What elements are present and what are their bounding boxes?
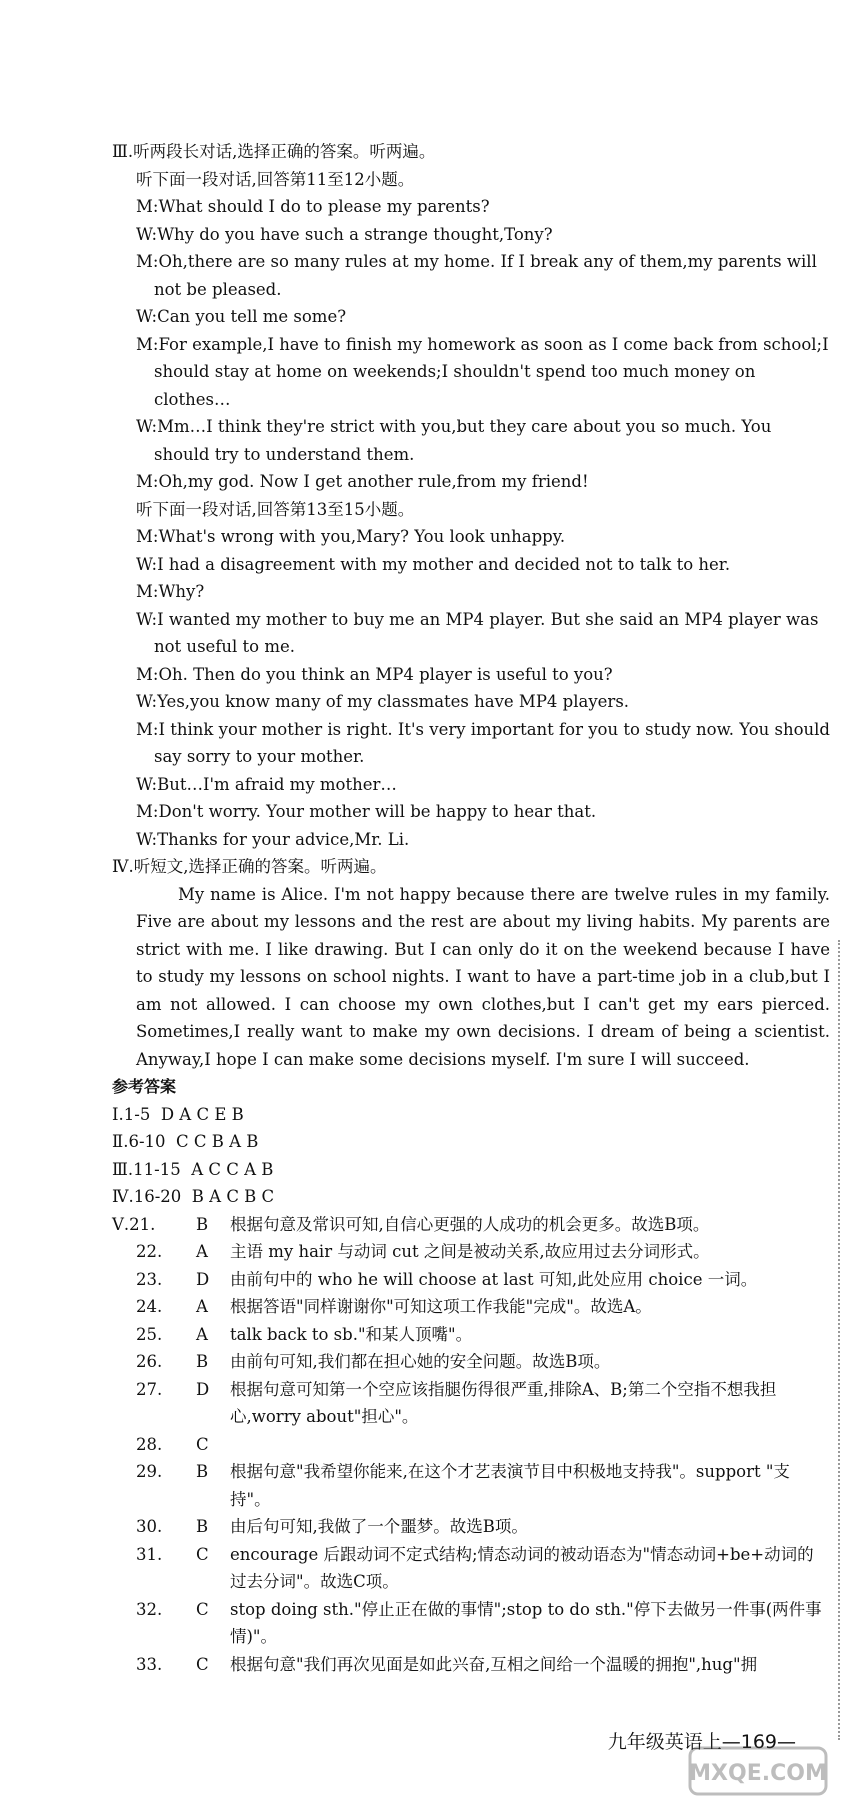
answer-letter: D xyxy=(196,1379,210,1399)
answer-item xyxy=(112,1211,830,1239)
answer-explanation: 由后句可知,我做了一个噩梦。故选B项。 xyxy=(230,1517,528,1536)
answer-item xyxy=(112,1321,830,1349)
section-4-heading: Ⅳ.听短文,选择正确的答案。听两遍。 xyxy=(112,857,387,876)
answer-letter: C xyxy=(196,1654,209,1674)
answer-item xyxy=(112,1513,830,1541)
speaker-label: W: xyxy=(136,224,158,244)
speaker-label: M: xyxy=(136,334,159,354)
page-footer: 九年级英语上—169— xyxy=(607,1731,796,1753)
dialog-line xyxy=(112,413,830,468)
answer-item xyxy=(112,1238,830,1266)
answer-number: 23. xyxy=(136,1269,163,1289)
speaker-label: W: xyxy=(136,307,158,326)
speaker-label: W: xyxy=(136,417,158,436)
speaker-label: M: xyxy=(136,664,159,684)
answer-number: 24. xyxy=(136,1297,163,1316)
answer-letter: B xyxy=(196,1517,209,1536)
dialog-2 xyxy=(112,523,830,853)
dialog-text: Thanks for your advice,Mr. Li. xyxy=(157,829,410,849)
dialog-1 xyxy=(112,193,830,496)
answer-letter: C xyxy=(196,1599,209,1619)
speaker-label: W: xyxy=(136,609,158,629)
dialog-text: I think your mother is right. It's very important for you to study now. You should say sorry to your mother. xyxy=(154,719,830,766)
dialog-line xyxy=(112,193,830,221)
dialog-line xyxy=(112,578,830,606)
answer-summary-line: Ⅰ.1-5 D A C E B xyxy=(112,1104,244,1124)
answer-item xyxy=(112,1348,830,1376)
answer-number: 30. xyxy=(136,1517,163,1536)
speaker-label: M: xyxy=(136,472,159,491)
speaker-label: W: xyxy=(136,554,158,574)
answer-summary-line: Ⅳ.16-20 B A C B C xyxy=(112,1187,275,1206)
dialog-line xyxy=(112,798,830,826)
answer-explanation: talk back to sb."和某人顶嘴"。 xyxy=(230,1324,473,1344)
answer-letter: C xyxy=(196,1434,209,1454)
answer-item xyxy=(112,1596,830,1651)
answer-number: 25. xyxy=(136,1324,163,1344)
answer-number: 32. xyxy=(136,1599,163,1619)
answer-item xyxy=(112,1541,830,1596)
answer-explanation: encourage 后跟动词不定式结构;情态动词的被动语态为"情态动词+be+动词的过去分词"。故选C项。 xyxy=(230,1544,814,1591)
answer-letter: A xyxy=(196,1242,208,1261)
dialog-text: I had a disagreement with my mother and decided not to talk to her. xyxy=(157,554,731,574)
dialog-line xyxy=(112,468,830,496)
answer-number: Ⅴ.21. xyxy=(112,1214,156,1234)
dialog-line xyxy=(112,303,830,331)
answer-item xyxy=(112,1431,830,1459)
dialog-line xyxy=(112,248,830,303)
answer-explanation: 根据句意及常识可知,自信心更强的人成功的机会更多。故选B项。 xyxy=(230,1214,710,1234)
dialog-text: Oh,my god. Now I get another rule,from my friend! xyxy=(158,472,589,491)
speaker-label: M: xyxy=(136,802,159,821)
dialog-text: Don't worry. Your mother will be happy to hear that. xyxy=(158,802,597,821)
answer-item xyxy=(112,1293,830,1321)
answer-explanation: 根据答语"同样谢谢你"可知这项工作我能"完成"。故选A。 xyxy=(230,1297,652,1316)
answer-letter: B xyxy=(196,1352,209,1371)
watermark-text: MXQE.COM xyxy=(689,1761,827,1786)
dialog-line xyxy=(112,551,830,579)
dialog-text: What should I do to please my parents? xyxy=(158,197,490,216)
speaker-label: M: xyxy=(136,582,159,601)
dialog-line xyxy=(112,523,830,551)
answer-letter: A xyxy=(196,1324,208,1344)
answer-letter: B xyxy=(196,1462,209,1481)
listening-passage: My name is Alice. I'm not happy because there are twelve rules in my family. Five are about my lessons and the rest are about my living habits. My parents are strict with me. I like drawing. But I can only do it on the weekend because I have to study my lessons on school nights. I want to have a part-time job in a club,but I am not allowed. I can choose my own clothes,but I can't get my ears pierced. Sometimes,I really want to make my own decisions. I dream of being a scientist. Anyway,I hope I can make some decisions myself. I'm sure I will succeed. xyxy=(136,884,830,1069)
answer-explanation: 根据句意"我们再次见面是如此兴奋,互相之间给一个温暖的拥抱",hug"拥 xyxy=(230,1654,758,1674)
answer-letter: A xyxy=(196,1297,208,1316)
answer-item xyxy=(112,1651,830,1679)
dialog-text: I wanted my mother to buy me an MP4 player. But she said an MP4 player was not useful to me. xyxy=(154,609,819,656)
answer-item xyxy=(112,1266,830,1294)
answer-number: 26. xyxy=(136,1352,163,1371)
dialog-text: Why do you have such a strange thought,Tony? xyxy=(157,224,553,244)
dialog-1-intro: 听下面一段对话,回答第11至12小题。 xyxy=(136,169,415,189)
answer-number: 27. xyxy=(136,1379,163,1399)
answer-explanation: 由前句可知,我们都在担心她的安全问题。故选B项。 xyxy=(230,1352,611,1371)
dialog-2-intro: 听下面一段对话,回答第13至15小题。 xyxy=(136,499,415,519)
answers-heading: 参考答案 xyxy=(112,1077,177,1096)
page-content xyxy=(112,138,830,1678)
dialog-text: For example,I have to finish my homework as soon as I come back from school;I should stay at home on weekends;I shouldn't spend too much money on clothes… xyxy=(154,334,829,409)
answer-number: 31. xyxy=(136,1544,163,1564)
dialog-line xyxy=(112,606,830,661)
dialog-text: Yes,you know many of my classmates have MP4 players. xyxy=(157,692,630,711)
answer-explanations xyxy=(112,1211,830,1679)
dialog-text: Mm…I think they're strict with you,but they care about you so much. You should try to understand them. xyxy=(154,417,772,464)
answer-item xyxy=(112,1458,830,1513)
dialog-text: Oh,there are so many rules at my home. If I break any of them,my parents will not be pleased. xyxy=(154,252,817,299)
dialog-line xyxy=(112,661,830,689)
speaker-label: W: xyxy=(136,692,158,711)
answer-explanation xyxy=(230,1431,830,1459)
dialog-text: But…I'm afraid my mother… xyxy=(157,774,397,794)
dialog-text: Oh. Then do you think an MP4 player is useful to you? xyxy=(158,664,613,684)
margin-dotted-line xyxy=(836,940,840,1740)
answer-letter: C xyxy=(196,1544,209,1564)
dialog-line xyxy=(112,688,830,716)
dialog-line xyxy=(112,716,830,771)
speaker-label: M: xyxy=(136,197,159,216)
answer-letter: D xyxy=(196,1269,210,1289)
answer-explanation: 主语 my hair 与动词 cut 之间是被动关系,故应用过去分词形式。 xyxy=(230,1242,710,1261)
site-watermark-logo xyxy=(688,1746,828,1796)
dialog-line xyxy=(112,771,830,799)
answer-number: 33. xyxy=(136,1654,163,1674)
answer-number: 22. xyxy=(136,1242,163,1261)
answer-summary-line: Ⅲ.11-15 A C C A B xyxy=(112,1159,274,1179)
dialog-text: What's wrong with you,Mary? You look unhappy. xyxy=(158,527,566,546)
answer-explanation: stop doing sth."停止正在做的事情";stop to do sth."停下去做另一件事(两件事情)"。 xyxy=(230,1599,822,1646)
dialog-text: Why? xyxy=(158,582,205,601)
answer-number: 28. xyxy=(136,1434,163,1454)
answer-explanation: 由前句中的 who he will choose at last 可知,此处应用 choice 一词。 xyxy=(230,1269,758,1289)
speaker-label: M: xyxy=(136,527,159,546)
speaker-label: W: xyxy=(136,774,158,794)
speaker-label: W: xyxy=(136,829,158,849)
answer-explanation: 根据句意可知第一个空应该指腿伤得很严重,排除A、B;第二个空指不想我担心,worry about"担心"。 xyxy=(230,1379,777,1426)
answer-explanation: 根据句意"我希望你能来,在这个才艺表演节目中积极地支持我"。support "支持"。 xyxy=(230,1462,790,1509)
dialog-line xyxy=(112,331,830,414)
answer-item xyxy=(112,1376,830,1431)
dialog-line xyxy=(112,221,830,249)
dialog-line xyxy=(112,826,830,854)
speaker-label: M: xyxy=(136,252,159,271)
section-3-heading: Ⅲ.听两段长对话,选择正确的答案。听两遍。 xyxy=(112,142,436,161)
answer-number: 29. xyxy=(136,1462,163,1481)
dialog-text: Can you tell me some? xyxy=(157,307,347,326)
answer-letter: B xyxy=(196,1214,209,1234)
speaker-label: M: xyxy=(136,719,159,739)
answer-summary xyxy=(112,1101,830,1211)
answer-summary-line: Ⅱ.6-10 C C B A B xyxy=(112,1132,259,1151)
